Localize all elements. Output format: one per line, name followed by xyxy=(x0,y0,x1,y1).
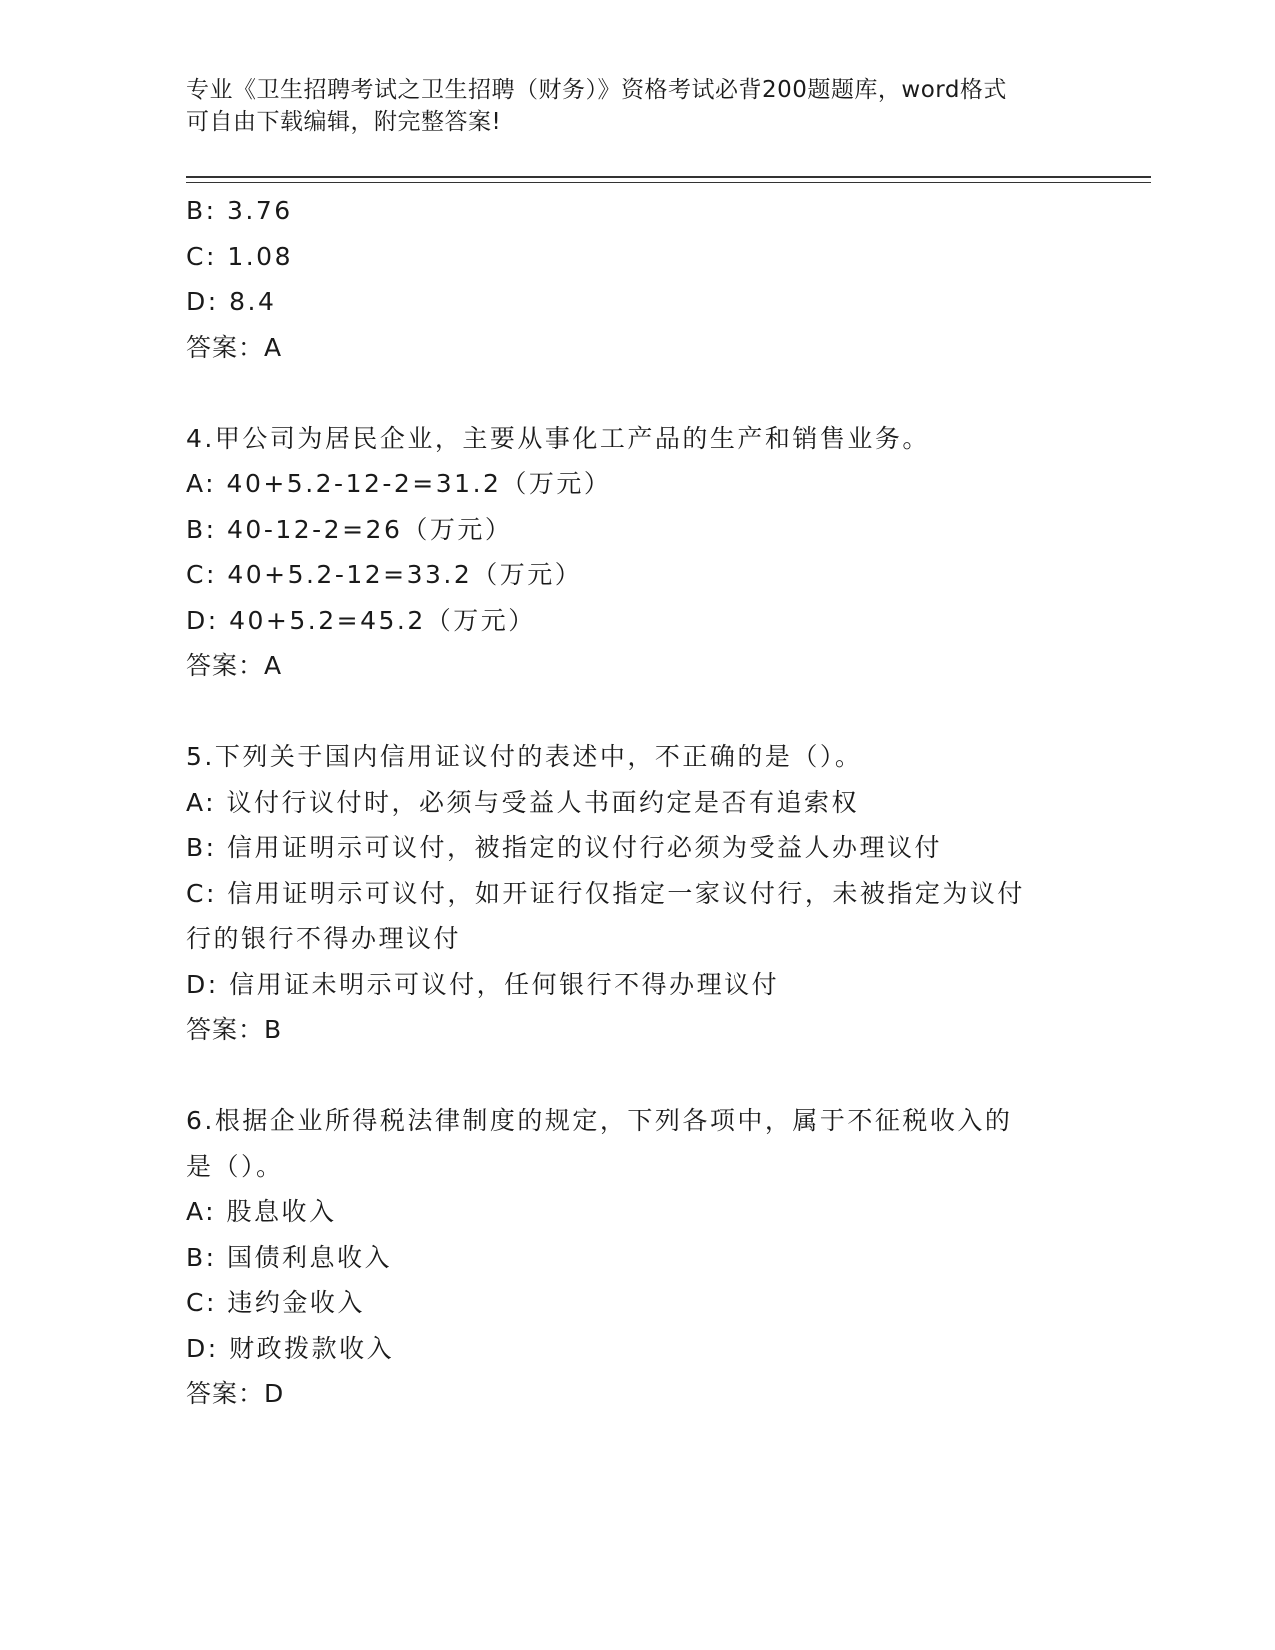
header-title-line-2: 可自由下载编辑，附完整答案! xyxy=(186,109,502,135)
spacer xyxy=(186,689,1086,735)
question-3-option-c: C: 1.08 xyxy=(186,241,293,271)
question-4 xyxy=(186,416,1086,689)
question-4-option-d: D: 40+5.2=45.2（万元） xyxy=(186,605,536,635)
question-5-answer: 答案：B xyxy=(186,1015,283,1044)
question-3 xyxy=(186,188,1086,370)
question-6-answer: 答案：D xyxy=(186,1379,285,1408)
question-6-option-d: D: 财政拨款收入 xyxy=(186,1333,395,1363)
question-5-option-c-line-1: C: 信用证明示可议付，如开证行仅指定一家议付行，未被指定为议付 xyxy=(186,878,1025,908)
question-6-option-a: A: 股息收入 xyxy=(186,1197,337,1226)
question-4-option-a: A: 40+5.2-12-2=31.2（万元） xyxy=(186,469,612,498)
document-header xyxy=(186,74,1066,138)
question-5-option-d: D: 信用证未明示可议付，任何银行不得办理议付 xyxy=(186,969,780,999)
question-4-option-b: B: 40-12-2=26（万元） xyxy=(186,514,513,544)
question-3-answer: 答案：A xyxy=(186,332,283,362)
question-3-option-b: B: 3.76 xyxy=(186,196,293,225)
question-6 xyxy=(186,1098,1086,1417)
header-title-line-1: 专业《卫生招聘考试之卫生招聘（财务）》资格考试必背200题题库，word格式 xyxy=(186,77,1007,103)
question-3-option-d: D: 8.4 xyxy=(186,287,277,316)
question-6-stem-line-2: 是（）。 xyxy=(186,1151,284,1181)
header-divider-thick xyxy=(186,176,1151,178)
question-5-option-a: A: 议付行议付时，必须与受益人书面约定是否有追索权 xyxy=(186,787,860,817)
question-6-option-b: B: 国债利息收入 xyxy=(186,1242,393,1272)
spacer xyxy=(186,1053,1086,1099)
question-4-stem: 4.甲公司为居民企业，主要从事化工产品的生产和销售业务。 xyxy=(186,423,930,453)
question-5 xyxy=(186,734,1086,1053)
question-4-answer: 答案：A xyxy=(186,651,283,680)
question-5-option-b: B: 信用证明示可议付，被指定的议付行必须为受益人办理议付 xyxy=(186,833,943,862)
header-divider-thin xyxy=(186,182,1151,183)
spacer xyxy=(186,370,1086,416)
question-5-option-c-line-2: 行的银行不得办理议付 xyxy=(186,924,462,953)
question-6-stem-line-1: 6.根据企业所得税法律制度的规定，下列各项中，属于不征税收入的 xyxy=(186,1106,1013,1135)
question-4-option-c: C: 40+5.2-12=33.2（万元） xyxy=(186,560,583,589)
question-6-option-c: C: 违约金收入 xyxy=(186,1288,365,1317)
question-list xyxy=(186,188,1086,1417)
question-5-stem: 5.下列关于国内信用证议付的表述中，不正确的是（）。 xyxy=(186,742,863,771)
